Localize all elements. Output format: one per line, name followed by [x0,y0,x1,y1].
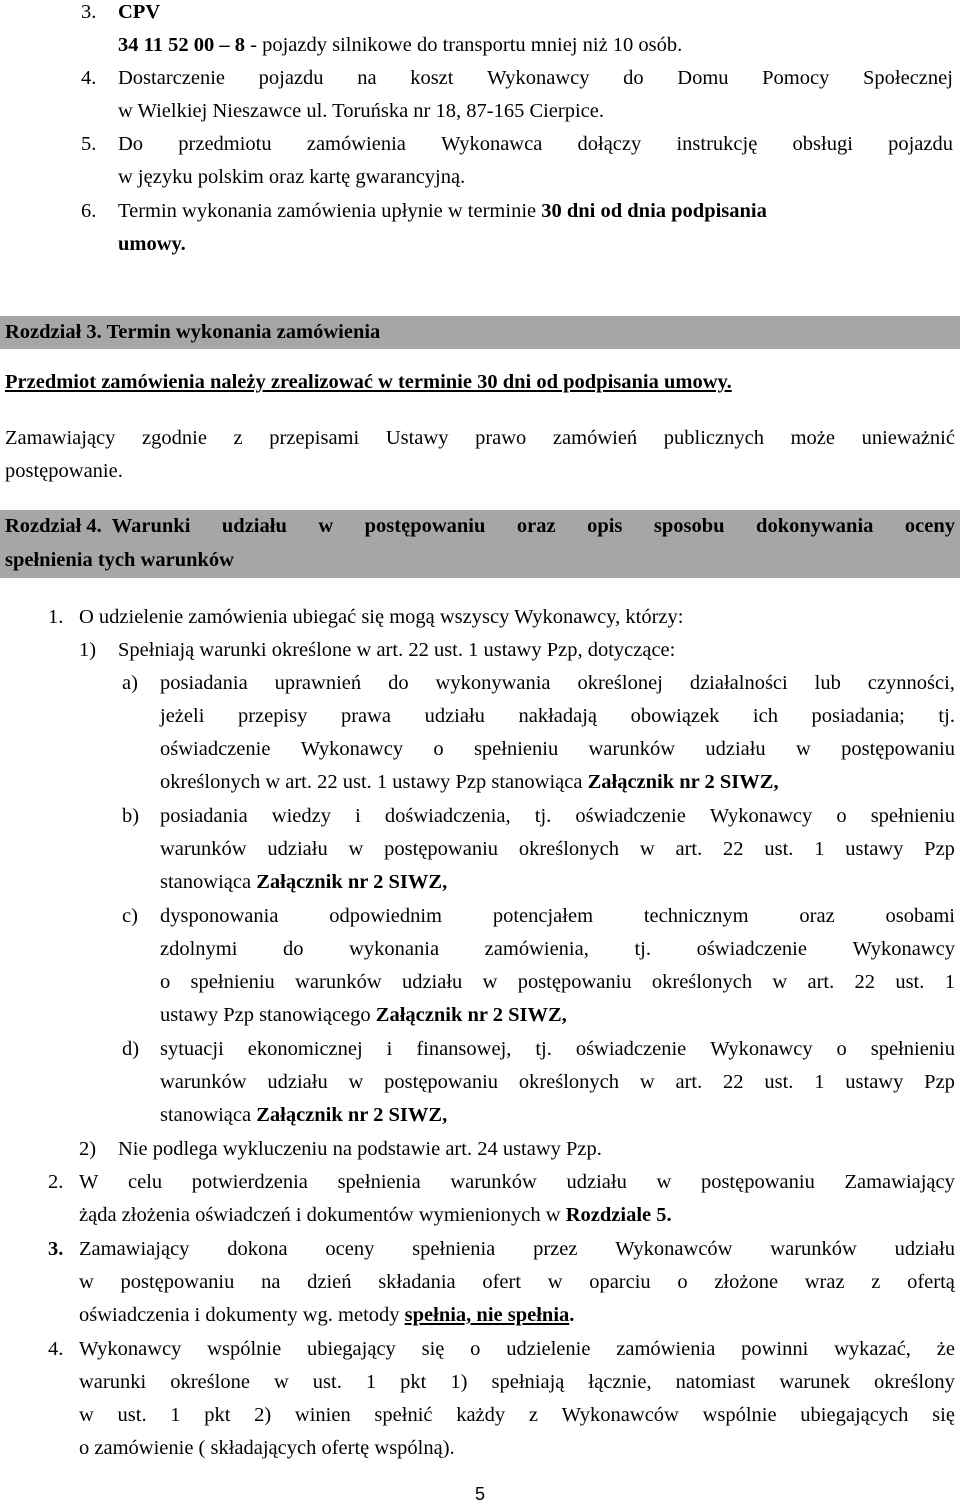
page-number: 5 [474,1484,485,1504]
sub-b-line-3: stanowiąca Załącznik nr 2 SIWZ, [160,871,448,893]
word: w [318,515,334,537]
word: spełnienia [412,1238,496,1260]
para-4-line-1 [79,1335,955,1363]
word: o [836,1038,847,1060]
word: spełnieniu [190,971,275,993]
word: 22 [723,838,744,860]
word: przedmiotu [178,133,272,155]
sub-c-marker: c) [122,905,138,927]
word: do [623,67,644,89]
word: o [433,738,444,760]
word: o [677,1271,688,1293]
word: i [386,1038,393,1060]
sub-b-marker: b) [122,805,140,827]
word: ekonomicznej [247,1038,363,1060]
word: zamówienia, [484,938,589,960]
word: warunków [450,1171,537,1193]
word: 1 [365,1371,377,1393]
item-4-number: 4. [81,67,97,89]
word: tj. [938,705,955,727]
word: oraz [516,515,556,537]
word: natomiast [675,1371,756,1393]
word: prawa [340,705,392,727]
item-6-line-2: umowy. [118,233,186,255]
word: dołączy [577,133,642,155]
word: w [547,1271,563,1293]
sub-c-line-3 [160,968,955,996]
word: 22 [854,971,876,993]
word: obsługi [792,133,853,155]
section-3-paragraph-line-1 [5,424,955,452]
word: zamówienia [306,133,406,155]
word: warunki [79,1371,147,1393]
sub-c-line-1 [160,902,955,930]
word: postępowaniu [364,515,486,537]
item-6-line-1: Termin wykonania zamówienia upłynie w terminie 30 dni od dnia podpisania [118,200,767,222]
word: o [160,971,171,993]
word: Wykonawcy [852,938,955,960]
word: o [470,1338,481,1360]
word: oświadczenie [575,1038,687,1060]
word: pojazdu [888,133,953,155]
word: Dostarczenie [118,67,225,89]
section-4-heading-line-2: spełnienia tych warunków [5,549,234,571]
section-3-paragraph-line-2: postępowanie. [5,460,123,482]
word: wiedzy [271,805,331,827]
word: art. [675,1071,703,1093]
word: udzielenie [506,1338,591,1360]
word: zgodnie [142,427,207,449]
word: udziału [894,1238,955,1260]
point-2-text: Nie podlega wykluczeniu na podstawie art. 24 ustawy Pzp. [118,1138,602,1160]
word: opis [587,515,623,537]
word: prawo [475,427,527,449]
sub-d-marker: d) [122,1038,140,1060]
para-4-line-3 [79,1401,955,1429]
word: oraz [799,905,835,927]
word: Do [118,133,144,155]
word: 1 [170,1404,181,1426]
word: z [528,1404,538,1426]
word: wykonania [349,938,440,960]
word: wykazać, [834,1338,911,1360]
para-1-number: 1. [48,606,64,628]
word: postępowaniu [120,1271,235,1293]
word: powinni [741,1338,809,1360]
word: potencjałem [492,905,594,927]
para-2-line-2: żąda złożenia oświadczeń i dokumentów wymienionych w Rozdziale 5. [79,1204,672,1226]
word: pkt [204,1404,231,1426]
word: postępowaniu [841,738,955,760]
word: tj. [535,1038,552,1060]
word: na [261,1271,281,1293]
word: Zamawiający [79,1238,190,1260]
para-3-number: 3. [48,1238,64,1260]
word: przez [533,1238,578,1260]
word: technicznym [643,905,749,927]
word: udziału [424,705,485,727]
word: Wykonawcy [709,805,813,827]
word: ofert [482,1271,522,1293]
word: w [639,838,655,860]
word: dokonywania [756,515,874,537]
word: udziału [221,515,287,537]
word: się [932,1404,955,1426]
word: oparciu [589,1271,651,1293]
word: 1 [944,971,955,993]
sub-d-line-3: stanowiąca Załącznik nr 2 SIWZ, [160,1104,448,1126]
word: spełniają [491,1371,565,1393]
para-4-line-2 [79,1368,955,1396]
sub-a-line-4: określonych w art. 22 ust. 1 ustawy Pzp stanowiąca Załącznik nr 2 SIWZ, [160,771,779,793]
word: Warunki [111,515,191,537]
sub-d-line-2 [160,1068,955,1096]
para-4-line-4: o zamówienie ( składających ofertę wspólną). [79,1437,455,1459]
word: Wykonawca [441,133,543,155]
word: udziału [267,1071,328,1093]
item-3-number: 3. [81,1,97,23]
word: z [233,427,243,449]
word: ubiegających [800,1404,909,1426]
word: publicznych [663,427,764,449]
word: warunków [160,838,247,860]
word: wspólnie [702,1404,777,1426]
word: udziału [705,738,766,760]
word: pojazdu [258,67,324,89]
word: uprawnień [274,672,362,694]
word: dokona [227,1238,288,1260]
sub-c-line-4: ustawy Pzp stanowiącego Załącznik nr 2 SIWZ, [160,1004,567,1026]
word: postępowaniu [384,838,499,860]
word: Wykonawcy [79,1338,182,1360]
sub-d-line-1 [160,1035,955,1063]
item-3-title: CPV [118,1,161,23]
word: Wykonawcy [710,1038,813,1060]
word: ubiegający [307,1338,396,1360]
word: może [790,427,835,449]
word: doświadczenia, [384,805,511,827]
sub-a-line-2 [160,702,955,730]
word: art. [807,971,835,993]
word: postępowaniu [384,1071,499,1093]
word: zdolnymi [160,938,238,960]
word: tj. [534,805,552,827]
word: w [772,971,788,993]
word: posiadania; [811,705,905,727]
word: że [936,1338,955,1360]
word: ofertą [907,1271,955,1293]
word: w [348,838,364,860]
item-5-line-1 [118,130,953,158]
word: z [871,1271,881,1293]
word: w [79,1404,94,1426]
word: Pzp [924,838,955,860]
word: W [79,1171,99,1193]
word: w [795,738,811,760]
word: warunków [160,1071,247,1093]
word: ust. [764,838,794,860]
word: wraz [804,1271,845,1293]
word: określonych [518,1071,620,1093]
sub-a-line-1 [160,669,955,697]
sub-b-line-1 [160,802,955,830]
sub-c-line-2 [160,935,955,963]
item-6-number: 6. [81,200,97,222]
sub-b-line-2 [160,835,955,863]
word: warunek [779,1371,850,1393]
word: art. [675,838,703,860]
word: zamówień [552,427,638,449]
word: określonych [651,971,753,993]
word: ust. [312,1371,342,1393]
word: Wykonawcy [300,738,404,760]
word: odpowiednim [329,905,443,927]
para-3-line-3: oświadczenia i dokumenty wg. metody spełnia, nie spełnia. [79,1304,575,1326]
word: Wykonawców [615,1238,733,1260]
word: określonej [577,672,663,694]
word: unieważnić [861,427,955,449]
word: sposobu [653,515,725,537]
word: w [639,1071,655,1093]
word: do [388,672,409,694]
word: Wykonawcy [487,67,590,89]
word: osobami [885,905,955,927]
word: finansowej, [416,1038,512,1060]
item-5-line-2: w języku polskim oraz kartę gwarancyjną. [118,166,466,188]
word: każdy [456,1404,506,1426]
sub-a-marker: a) [122,672,138,694]
word: się [421,1338,445,1360]
word: Zamawiający [844,1171,955,1193]
word: określonych [518,838,620,860]
word: celu [128,1171,163,1193]
word: lub [814,672,841,694]
word: instrukcję [676,133,758,155]
word: spełnienia [337,1171,421,1193]
word: 22 [723,1071,744,1093]
word: zamówienia [616,1338,716,1360]
word: w [348,1071,364,1093]
word: ust. [895,971,925,993]
section-3-underlined-statement: Przedmiot zamówienia należy zrealizować w terminie 30 dni od podpisania umowy. [5,371,732,393]
word: w [482,971,498,993]
word: Zamawiający [5,427,116,449]
word: określony [874,1371,955,1393]
word: tj. [634,938,651,960]
word: oświadczenie [160,738,271,760]
point-1-number: 1) [79,639,97,661]
word: w [273,1371,289,1393]
word: warunków [588,738,676,760]
word: oświadczenie [696,938,807,960]
word: obowiązek [630,705,720,727]
word: posiadania [160,805,248,827]
item-5-number: 5. [81,133,97,155]
item-4-line-1 [118,64,953,92]
word: do [283,938,304,960]
word: i [355,805,361,827]
word: w [79,1271,94,1293]
word: Domu [677,67,729,89]
word: 1) [450,1371,468,1393]
para-4-number: 4. [48,1338,64,1360]
word: spełnieniu [473,738,559,760]
word: spełnieniu [870,1038,955,1060]
word: pkt [400,1371,427,1393]
word: 1 [814,838,825,860]
word: złożone [714,1271,779,1293]
word: składania [378,1271,456,1293]
word: określone [170,1371,250,1393]
word: spełnieniu [870,805,955,827]
word: działalności [689,672,788,694]
para-2-line-1 [79,1168,955,1196]
word: łącznie, [588,1371,652,1393]
section-3-heading: Rozdział 3. Termin wykonania zamówienia [5,321,381,343]
para-1-text: O udzielenie zamówienia ubiegać się mogą wszyscy Wykonawcy, którzy: [79,606,684,628]
word: udziału [401,971,463,993]
word: oceny [904,515,955,537]
para-3-line-1 [79,1235,955,1263]
word: koszt [410,67,454,89]
word: w [656,1171,672,1193]
word: winien [294,1404,351,1426]
word: Pomocy [762,67,830,89]
word: spełnić [374,1404,433,1426]
word: Ustawy [385,427,449,449]
word: udziału [566,1171,627,1193]
word: oceny [325,1238,375,1260]
section-4-heading-line-1: Rozdział 4. Warunki udziału w postępowaniu oraz opis sposobu dokonywania oceny [5,512,955,540]
word: jeżeli [160,705,205,727]
word: przepisami [269,427,360,449]
word: Pzp [924,1071,955,1093]
point-2-number: 2) [79,1138,97,1160]
word: sytuacji [160,1038,224,1060]
word: czynności, [867,672,955,694]
item-3-line: 34 11 52 00 – 8 - pojazdy silnikowe do transportu mniej niż 10 osób. [118,34,683,56]
word: przepisy [237,705,308,727]
word: wspólnie [207,1338,282,1360]
word: ust. [764,1071,794,1093]
word: ich [752,705,778,727]
para-3-line-2 [79,1268,955,1296]
point-1-text: Spełniają warunki określone w art. 22 ust. 1 ustawy Pzp, dotyczące: [118,639,676,661]
word: warunków [295,971,382,993]
sub-a-line-3 [160,735,955,763]
word: 1 [814,1071,825,1093]
word: ustawy [845,838,904,860]
word: nakładają [518,705,598,727]
word: posiadania [160,672,248,694]
word: o [836,805,847,827]
word: postępowaniu [700,1171,815,1193]
word: Społecznej [863,67,953,89]
word: ust. [117,1404,147,1426]
word: dysponowania [160,905,279,927]
word: wykonywania [435,672,551,694]
word: ustawy [845,1071,904,1093]
item-4-line-2: w Wielkiej Nieszawce ul. Toruńska nr 18, 87-165 Cierpice. [118,100,605,122]
para-2-number: 2. [48,1171,64,1193]
word: postępowaniu [517,971,632,993]
word: potwierdzenia [191,1171,308,1193]
word: udziału [267,838,328,860]
word: na [357,67,377,89]
word: oświadczenie [575,805,686,827]
word: 2) [254,1404,272,1426]
word: Wykonawców [561,1404,679,1426]
word: dzień [307,1271,352,1293]
word: warunków [770,1238,857,1260]
